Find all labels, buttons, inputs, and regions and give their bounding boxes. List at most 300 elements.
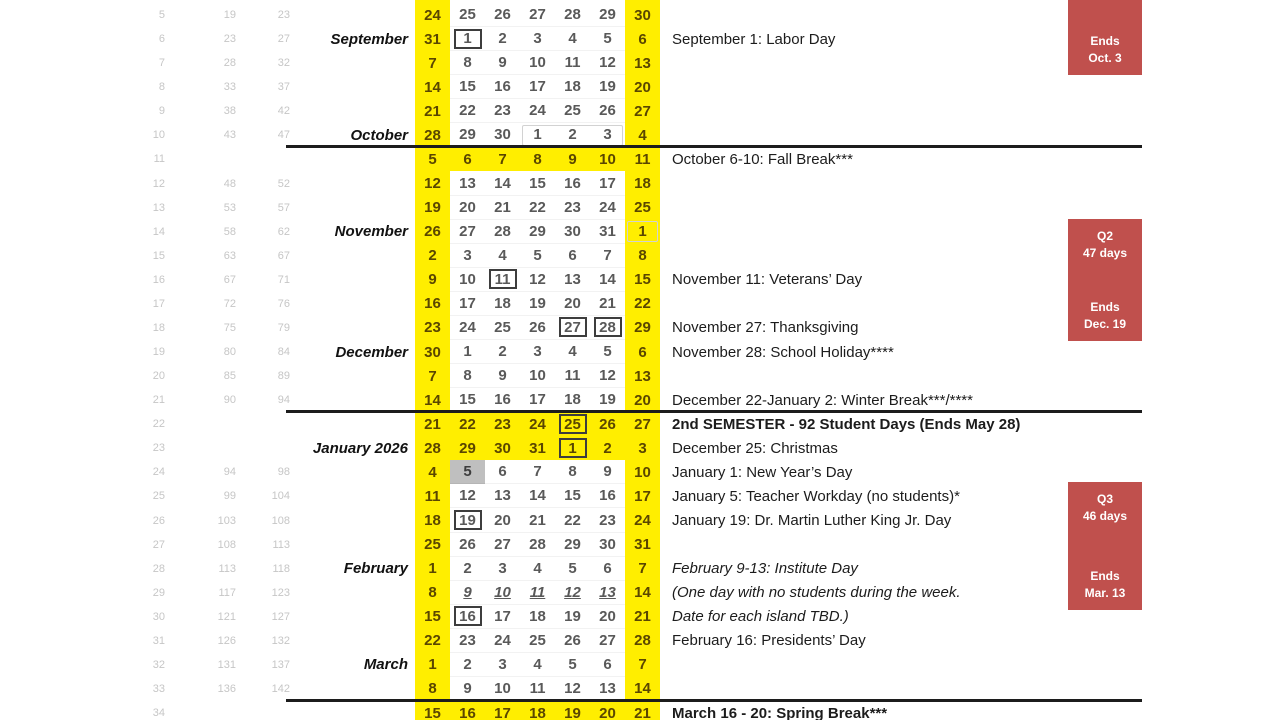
calendar-day-cell: 28 [555, 3, 590, 27]
cumulative-days-a: 67 [223, 273, 236, 286]
event-annotation: February 16: Presidents’ Day [672, 632, 866, 650]
calendar-day-cell: 2 [555, 123, 590, 147]
cumulative-days-a: 28 [223, 57, 236, 70]
calendar-day-cell: 24 [625, 508, 660, 532]
calendar-day-cell: 26 [520, 316, 555, 340]
calendar-week-row [415, 3, 660, 27]
calendar-day-cell: 27 [520, 3, 555, 27]
calendar-day-cell: 11 [520, 677, 555, 701]
calendar-day-cell: 28 [415, 123, 450, 147]
calendar-day-cell: 15 [520, 171, 555, 195]
calendar-day-cell: 18 [415, 508, 450, 532]
calendar-day-cell: 8 [520, 147, 555, 171]
calendar-day-cell: 20 [555, 292, 590, 316]
calendar-day-cell: 18 [520, 701, 555, 720]
calendar-day-cell: 29 [520, 220, 555, 244]
month-label: October [350, 126, 408, 144]
quarter-badge [1068, 482, 1142, 610]
calendar-day-cell: 2 [485, 27, 520, 51]
week-number: 6 [158, 33, 165, 46]
boxed-date: 28 [594, 317, 622, 337]
calendar-day-cell: 11 [415, 484, 450, 508]
calendar-day-cell [555, 316, 590, 340]
calendar-day-cell [590, 316, 625, 340]
cumulative-days-a: 75 [223, 321, 236, 334]
cumulative-days-b: 98 [277, 466, 290, 479]
calendar-day-cell: 18 [485, 292, 520, 316]
calendar-day-cell: 10 [625, 460, 660, 484]
calendar-day-cell: 17 [590, 171, 625, 195]
event-annotation: December 25: Christmas [672, 439, 838, 457]
calendar-week-row [415, 629, 660, 653]
cumulative-days-a: 121 [217, 610, 236, 623]
week-number: 33 [152, 682, 165, 695]
calendar-day-cell: 19 [590, 388, 625, 412]
cumulative-days-b: 104 [271, 490, 290, 503]
event-annotation: November 28: School Holiday**** [672, 343, 894, 361]
calendar-day-cell: 21 [625, 605, 660, 629]
calendar-day-cell: 4 [555, 340, 590, 364]
calendar-day-cell: 21 [415, 412, 450, 436]
calendar-day-cell [485, 268, 520, 292]
calendar-week-row [415, 51, 660, 75]
calendar-day-cell: 23 [450, 629, 485, 653]
calendar-day-cell: 13 [625, 364, 660, 388]
cumulative-days-a: 43 [223, 129, 236, 142]
calendar-day-cell: 10 [520, 364, 555, 388]
calendar-day-cell: 23 [590, 508, 625, 532]
calendar-day-cell: 21 [590, 292, 625, 316]
calendar-day-cell: 24 [450, 316, 485, 340]
calendar-day-cell: 17 [520, 388, 555, 412]
calendar-day-cell: 29 [555, 533, 590, 557]
cumulative-days-a: 126 [217, 634, 236, 647]
calendar-day-cell: 25 [625, 196, 660, 220]
calendar-day-cell: 3 [520, 340, 555, 364]
calendar-day-cell: 7 [590, 244, 625, 268]
calendar-day-cell: 6 [590, 653, 625, 677]
calendar-day-cell: 7 [485, 147, 520, 171]
calendar-day-cell: 30 [625, 3, 660, 27]
calendar-week-row [415, 316, 660, 340]
cumulative-days-b: 132 [271, 634, 290, 647]
calendar-day-cell: 19 [415, 196, 450, 220]
calendar-day-cell: 4 [415, 460, 450, 484]
calendar-day-cell: 7 [625, 557, 660, 581]
quarter-badge-end-date: Ends Mar. 13 [1084, 569, 1126, 600]
event-annotation: March 16 - 20: Spring Break*** [672, 704, 888, 720]
calendar-day-cell: 13 [450, 171, 485, 195]
boxed-date: 27 [559, 317, 587, 337]
calendar-day-cell: 24 [520, 412, 555, 436]
quarter-badge [1068, 219, 1142, 341]
calendar-day-cell: 19 [590, 75, 625, 99]
cumulative-days-b: 42 [277, 105, 290, 118]
calendar-day-cell: 6 [625, 340, 660, 364]
calendar-week-row [415, 484, 660, 508]
calendar-day-cell: 1 [415, 557, 450, 581]
calendar-day-cell: 28 [485, 220, 520, 244]
calendar-day-cell: 2 [590, 436, 625, 460]
cumulative-days-a: 90 [223, 394, 236, 407]
calendar-day-cell: 27 [450, 220, 485, 244]
week-number: 15 [152, 249, 165, 262]
week-number: 11 [153, 153, 165, 166]
calendar-day-cell: 31 [415, 27, 450, 51]
calendar-day-cell: 22 [555, 508, 590, 532]
calendar-day-cell: 13 [555, 268, 590, 292]
calendar-week-row [415, 268, 660, 292]
calendar-day-cell: 29 [450, 123, 485, 147]
cumulative-days-b: 79 [277, 321, 290, 334]
calendar-day-cell: 5 [520, 244, 555, 268]
calendar-week-row [415, 220, 660, 244]
calendar-day-cell: 9 [590, 460, 625, 484]
calendar-day-cell: 17 [485, 605, 520, 629]
week-number: 17 [152, 297, 165, 310]
event-annotation: November 11: Veterans’ Day [672, 271, 863, 289]
calendar-day-cell: 15 [555, 484, 590, 508]
event-annotation: September 1: Labor Day [672, 30, 836, 48]
cumulative-days-b: 94 [277, 394, 290, 407]
calendar-day-cell: 2 [415, 244, 450, 268]
calendar-week-row [415, 196, 660, 220]
calendar-day-cell: 10 [520, 51, 555, 75]
calendar-day-cell: 5 [590, 27, 625, 51]
calendar-day-cell: 24 [520, 99, 555, 123]
calendar-day-cell: 12 [590, 364, 625, 388]
cumulative-days-a: 23 [223, 33, 236, 46]
calendar-day-cell: 22 [520, 196, 555, 220]
calendar-week-row [415, 533, 660, 557]
cumulative-days-b: 37 [277, 81, 290, 94]
calendar-day-cell: 12 [415, 171, 450, 195]
calendar-day-cell: 17 [485, 701, 520, 720]
calendar-day-cell: 6 [590, 557, 625, 581]
cumulative-days-a: 53 [223, 201, 236, 214]
calendar-day-cell: 27 [485, 533, 520, 557]
calendar-day-cell: 26 [450, 533, 485, 557]
month-label: September [330, 30, 408, 48]
cumulative-days-b: 142 [271, 682, 290, 695]
calendar-day-cell: 26 [590, 99, 625, 123]
calendar-day-cell: 24 [485, 629, 520, 653]
calendar-day-cell: 4 [625, 123, 660, 147]
cumulative-days-b: 32 [277, 57, 290, 70]
calendar-week-row [415, 99, 660, 123]
week-number: 19 [152, 346, 165, 358]
calendar-day-cell: 10 [485, 677, 520, 701]
week-number: 23 [152, 442, 165, 455]
calendar-day-cell: 8 [555, 460, 590, 484]
calendar-day-cell: 30 [485, 123, 520, 147]
calendar-day-cell: 5 [555, 557, 590, 581]
calendar-day-cell: 10 [590, 147, 625, 171]
calendar-day-cell: 14 [415, 388, 450, 412]
week-number: 27 [152, 538, 165, 551]
cumulative-days-a: 131 [217, 658, 236, 671]
calendar-day-cell [555, 412, 590, 436]
cumulative-days-b: 123 [271, 586, 290, 599]
calendar-day-cell: 3 [520, 27, 555, 51]
week-number: 31 [152, 634, 165, 647]
calendar-day-cell: 23 [555, 196, 590, 220]
calendar-day-cell: 8 [450, 364, 485, 388]
calendar-week-row [415, 557, 660, 581]
calendar-day-cell: 29 [590, 3, 625, 27]
cumulative-days-a: 72 [223, 297, 236, 310]
calendar-day-cell: 25 [450, 3, 485, 27]
calendar-day-cell: 30 [415, 340, 450, 364]
month-label: February [343, 560, 408, 578]
calendar-day-cell: 22 [415, 629, 450, 653]
event-annotation: January 5: Teacher Workday (no students)* [672, 487, 960, 505]
week-number: 20 [152, 370, 165, 383]
calendar-week-row [415, 147, 660, 171]
week-number: 24 [152, 466, 165, 479]
calendar-day-cell: 24 [590, 196, 625, 220]
calendar-day-cell: 16 [450, 701, 485, 720]
calendar-day-cell: 19 [555, 701, 590, 720]
calendar-day-cell: 8 [450, 51, 485, 75]
calendar-day-cell: 7 [625, 653, 660, 677]
calendar-day-cell: 30 [485, 436, 520, 460]
calendar-week-row [415, 436, 660, 460]
calendar-day-cell: 11 [555, 364, 590, 388]
calendar-day-cell: 7 [415, 51, 450, 75]
event-annotation: December 22-January 2: Winter Break***/**** [672, 391, 973, 409]
calendar-day-cell: 16 [485, 75, 520, 99]
calendar-day-cell: 25 [485, 316, 520, 340]
calendar-day-cell: 5 [450, 460, 485, 484]
calendar-day-cell: 1 [520, 123, 555, 147]
calendar-day-cell: 29 [450, 436, 485, 460]
cumulative-days-a: 94 [223, 466, 236, 479]
calendar-day-cell: 4 [520, 557, 555, 581]
calendar-day-cell: 4 [555, 27, 590, 51]
calendar-day-cell: 20 [485, 508, 520, 532]
week-number: 22 [152, 418, 165, 431]
calendar-day-cell: 14 [625, 677, 660, 701]
week-number: 18 [152, 321, 165, 334]
week-number: 5 [158, 9, 165, 22]
cumulative-days-b: 118 [272, 562, 290, 575]
cumulative-days-b: 62 [277, 225, 290, 238]
calendar-day-cell: 20 [590, 605, 625, 629]
calendar-day-cell: 16 [485, 388, 520, 412]
calendar-day-cell: 3 [625, 436, 660, 460]
week-number: 25 [152, 490, 165, 503]
calendar-week-row [415, 677, 660, 701]
calendar-day-cell: 5 [415, 147, 450, 171]
quarter-badge-end-date: Ends Dec. 19 [1083, 300, 1127, 331]
event-annotation: 2nd SEMESTER - 92 Student Days (Ends May 28) [672, 415, 1021, 433]
calendar-day-cell: 4 [485, 244, 520, 268]
calendar-day-cell: 22 [625, 292, 660, 316]
calendar-day-cell: 16 [555, 171, 590, 195]
calendar-day-cell: 25 [520, 629, 555, 653]
calendar-week-row [415, 171, 660, 195]
week-number: 34 [152, 707, 165, 720]
calendar-week-row [415, 605, 660, 629]
cumulative-days-b: 108 [271, 514, 290, 527]
calendar-day-cell: 15 [450, 388, 485, 412]
boxed-date: 16 [454, 606, 482, 626]
calendar-day-cell: 28 [625, 629, 660, 653]
week-number: 13 [152, 201, 165, 214]
quarter-badge-length: Q2 47 days [1082, 229, 1128, 260]
cumulative-days-a: 117 [218, 586, 236, 599]
event-annotation: January 19: Dr. Martin Luther King Jr. Day [672, 512, 952, 529]
calendar-day-cell: 28 [415, 436, 450, 460]
calendar-day-cell: 22 [450, 412, 485, 436]
month-split-outline [522, 125, 623, 146]
calendar-day-cell: 6 [450, 147, 485, 171]
calendar-day-cell: 18 [555, 75, 590, 99]
cumulative-days-b: 23 [277, 9, 290, 22]
cumulative-days-b: 127 [271, 610, 290, 623]
calendar-day-cell: 11 [625, 147, 660, 171]
calendar-day-cell: 20 [590, 701, 625, 720]
calendar-day-cell: 5 [555, 653, 590, 677]
calendar-day-cell [450, 27, 485, 51]
calendar-day-cell: 9 [415, 268, 450, 292]
calendar-day-cell: 3 [485, 653, 520, 677]
month-label: November [334, 223, 408, 241]
calendar-day-cell: 3 [590, 123, 625, 147]
month-label: December [335, 343, 408, 361]
cumulative-days-b: 76 [277, 297, 290, 310]
week-number: 12 [152, 177, 165, 190]
cumulative-days-a: 38 [223, 105, 236, 118]
calendar-day-cell: 13 [625, 51, 660, 75]
event-annotation: (One day with no students during the week. [672, 584, 961, 602]
cumulative-days-a: 113 [218, 562, 236, 575]
event-annotation: October 6-10: Fall Break*** [672, 150, 853, 168]
calendar-day-cell [555, 436, 590, 460]
cumulative-days-b: 47 [277, 129, 290, 142]
calendar-day-cell: 10 [450, 268, 485, 292]
calendar-day-cell: 14 [590, 268, 625, 292]
calendar-day-cell: 9 [485, 364, 520, 388]
calendar-day-cell: 25 [415, 533, 450, 557]
calendar-week-row [415, 364, 660, 388]
calendar-day-cell: 2 [485, 340, 520, 364]
week-number: 29 [152, 586, 165, 599]
calendar-day-cell: 21 [485, 196, 520, 220]
week-number: 30 [152, 610, 165, 623]
event-annotation: February 9-13: Institute Day [672, 560, 858, 578]
calendar-day-cell: 23 [485, 99, 520, 123]
calendar-day-cell: 12 [590, 51, 625, 75]
calendar-day-cell: 15 [415, 701, 450, 720]
calendar-day-cell: 11 [520, 581, 555, 605]
calendar-day-cell: 31 [590, 220, 625, 244]
calendar-day-cell: 8 [625, 244, 660, 268]
cumulative-days-a: 19 [223, 9, 236, 22]
calendar-day-cell: 8 [415, 581, 450, 605]
calendar-day-cell: 6 [485, 460, 520, 484]
calendar-day-cell: 9 [555, 147, 590, 171]
cumulative-days-a: 63 [223, 249, 236, 262]
calendar-day-cell: 9 [450, 581, 485, 605]
calendar-day-cell: 3 [485, 557, 520, 581]
calendar-day-cell: 21 [520, 508, 555, 532]
calendar-day-cell: 12 [555, 677, 590, 701]
month-label: January 2026 [312, 439, 408, 457]
calendar-day-cell: 27 [625, 99, 660, 123]
calendar-day-cell: 21 [625, 701, 660, 720]
calendar-day-cell: 21 [415, 99, 450, 123]
calendar-day-cell: 15 [415, 605, 450, 629]
calendar-week-row [415, 340, 660, 364]
calendar-day-cell: 27 [590, 629, 625, 653]
calendar-day-cell: 30 [555, 220, 590, 244]
calendar-day-cell: 6 [555, 244, 590, 268]
calendar-day-cell [450, 508, 485, 532]
calendar-day-cell: 3 [450, 244, 485, 268]
boxed-date: 1 [454, 29, 482, 49]
calendar-day-cell: 24 [415, 3, 450, 27]
calendar-day-cell: 7 [520, 460, 555, 484]
cumulative-days-b: 57 [277, 201, 290, 214]
week-number: 7 [158, 57, 165, 70]
boxed-date: 11 [489, 269, 517, 289]
calendar-day-cell: 10 [485, 581, 520, 605]
calendar-day-cell: 12 [520, 268, 555, 292]
calendar-day-cell: 25 [555, 99, 590, 123]
quarter-badge-end-date: Ends Oct. 3 [1088, 34, 1122, 65]
cumulative-days-a: 58 [223, 225, 236, 238]
cumulative-days-b: 84 [277, 346, 290, 358]
event-annotation: January 1: New Year’s Day [672, 463, 853, 481]
calendar-day-cell: 17 [520, 75, 555, 99]
calendar-day-cell: 5 [590, 340, 625, 364]
calendar-day-cell: 14 [520, 484, 555, 508]
calendar-day-cell: 4 [520, 653, 555, 677]
week-number: 8 [158, 81, 165, 94]
calendar-week-row [415, 508, 660, 532]
calendar-week-row [415, 244, 660, 268]
calendar-week-row [415, 292, 660, 316]
quarter-badge [1068, 0, 1142, 75]
calendar-week-row [415, 653, 660, 677]
calendar-day-cell: 27 [625, 412, 660, 436]
week-number: 16 [152, 273, 165, 286]
calendar-day-cell: 30 [590, 533, 625, 557]
calendar-day-cell: 12 [450, 484, 485, 508]
calendar-day-cell: 31 [625, 533, 660, 557]
calendar-day-cell: 26 [590, 412, 625, 436]
calendar-day-cell: 14 [625, 581, 660, 605]
boxed-date: 19 [454, 510, 482, 530]
cumulative-days-a: 48 [223, 177, 236, 190]
calendar-day-cell: 26 [555, 629, 590, 653]
calendar-day-cell: 7 [415, 364, 450, 388]
week-number: 28 [152, 562, 165, 575]
month-split-outline [627, 221, 658, 242]
quarter-badge-length: Q3 46 days [1082, 492, 1128, 523]
calendar-day-cell: 13 [485, 484, 520, 508]
cumulative-days-b: 67 [277, 249, 290, 262]
calendar-day-cell: 31 [520, 436, 555, 460]
calendar-day-cell: 16 [590, 484, 625, 508]
week-number: 9 [158, 105, 165, 118]
calendar-day-cell: 6 [625, 27, 660, 51]
cumulative-days-b: 113 [272, 538, 290, 551]
calendar-week-row [415, 412, 660, 436]
cumulative-days-b: 137 [271, 658, 290, 671]
